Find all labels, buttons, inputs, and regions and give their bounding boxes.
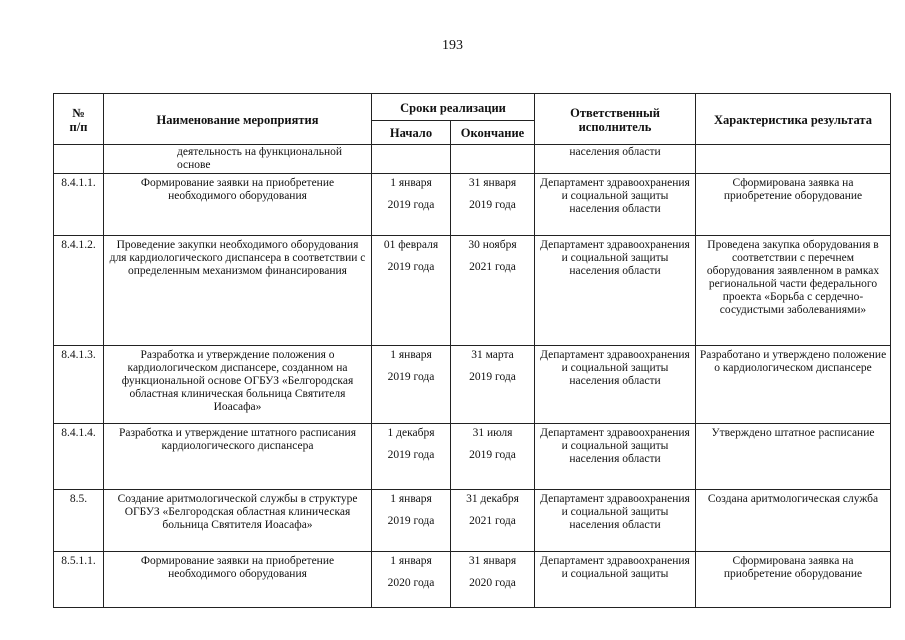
table-row-continuation	[54, 145, 891, 174]
cell-end	[451, 174, 535, 236]
end-year: 2019 года	[469, 371, 516, 383]
cell-end	[451, 424, 535, 490]
end-year: 2021 года	[469, 515, 516, 527]
table-row	[54, 236, 891, 346]
start-year: 2019 года	[387, 515, 435, 527]
table-row	[54, 424, 891, 490]
start-day: 1 января	[390, 493, 432, 505]
table-row	[54, 552, 891, 608]
cell-result: Сформирована заявка на приобретение оборудование	[696, 552, 891, 608]
cell-start	[372, 236, 451, 346]
cell-num: 8.4.1.3.	[54, 346, 104, 424]
start-year: 2019 года	[387, 449, 435, 461]
cell-result: Утверждено штатное расписание	[696, 424, 891, 490]
cell-num: 8.5.1.1.	[54, 552, 104, 608]
start-day: 1 января	[390, 177, 432, 189]
cell-end	[451, 346, 535, 424]
page-number: 193	[442, 38, 463, 53]
table-header-row	[54, 94, 891, 121]
header-num: № п/п	[54, 94, 104, 145]
start-day: 1 января	[390, 555, 432, 567]
start-year: 2019 года	[387, 199, 435, 211]
cell-responsible: Департамент здравоохранения и социальной защиты населения области	[535, 490, 696, 552]
cell-start	[372, 346, 451, 424]
cell-name: Разработка и утверждение положения о кардиологическом диспансере, созданном на функциональной основе ОГБУЗ «Белгородская областная клиническая больница Святителя Иоасафа»	[104, 346, 372, 424]
cell-responsible: населения области	[535, 145, 696, 174]
end-day: 31 января	[468, 555, 517, 567]
cell-end	[451, 490, 535, 552]
cell-result: Разработано и утверждено положение о кардиологическом диспансере	[696, 346, 891, 424]
end-day: 31 июля	[472, 427, 513, 439]
start-year: 2020 года	[387, 577, 435, 589]
cell-start	[372, 424, 451, 490]
cell-responsible: Департамент здравоохранения и социальной защиты населения области	[535, 236, 696, 346]
start-day: 1 января	[390, 349, 432, 361]
cell-responsible: Департамент здравоохранения и социальной защиты	[535, 552, 696, 608]
cell-responsible: Департамент здравоохранения и социальной защиты населения области	[535, 424, 696, 490]
cell-result: Сформирована заявка на приобретение оборудование	[696, 174, 891, 236]
header-result: Характеристика результата	[696, 94, 891, 145]
cell-name: Формирование заявки на приобретение необходимого оборудования	[104, 552, 372, 608]
plan-table	[53, 93, 891, 608]
cell-start	[372, 145, 451, 174]
cell-end	[451, 145, 535, 174]
end-day: 31 января	[468, 177, 517, 189]
header-responsible: Ответственный исполнитель	[535, 94, 696, 145]
cell-name: Формирование заявки на приобретение необходимого оборудования	[104, 174, 372, 236]
table-row	[54, 174, 891, 236]
start-day: 1 декабря	[387, 427, 435, 439]
end-year: 2019 года	[469, 449, 516, 461]
start-day: 01 февраля	[383, 239, 439, 251]
cell-responsible: Департамент здравоохранения и социальной защиты населения области	[535, 346, 696, 424]
cell-end	[451, 552, 535, 608]
cell-start	[372, 174, 451, 236]
cell-name: Разработка и утверждение штатного расписания кардиологического диспансера	[104, 424, 372, 490]
cell-result: Создана аритмологическая служба	[696, 490, 891, 552]
cell-end	[451, 236, 535, 346]
cell-result: Проведена закупка оборудования в соответствии с перечнем оборудования заявленном в рамках региональной части федерального проекта «Борьба с сердечно-сосудистыми заболеваниями»	[696, 236, 891, 346]
header-name: Наименование мероприятия	[104, 94, 372, 145]
cell-num: 8.5.	[54, 490, 104, 552]
cell-start	[372, 552, 451, 608]
cell-num: 8.4.1.1.	[54, 174, 104, 236]
end-day: 30 ноября	[468, 239, 517, 251]
header-period: Сроки реализации	[372, 94, 535, 121]
start-year: 2019 года	[387, 371, 435, 383]
table-row	[54, 490, 891, 552]
cell-num: 8.4.1.2.	[54, 236, 104, 346]
cell-start	[372, 490, 451, 552]
cell-name: Создание аритмологической службы в структуре ОГБУЗ «Белгородская областная клиническая больница Святителя Иоасафа»	[104, 490, 372, 552]
cell-name: деятельность на функциональной основе	[104, 145, 372, 174]
start-year: 2019 года	[387, 261, 435, 273]
header-end: Окончание	[451, 121, 535, 145]
cell-result	[696, 145, 891, 174]
cell-responsible: Департамент здравоохранения и социальной защиты населения области	[535, 174, 696, 236]
cell-name: Проведение закупки необходимого оборудования для кардиологического диспансера в соответствии с определенным механизмом финансирования	[104, 236, 372, 346]
cell-num	[54, 145, 104, 174]
cell-num: 8.4.1.4.	[54, 424, 104, 490]
header-start: Начало	[372, 121, 451, 145]
end-day: 31 декабря	[466, 493, 519, 505]
table-row	[54, 346, 891, 424]
end-day: 31 марта	[471, 349, 514, 361]
end-year: 2021 года	[469, 261, 516, 273]
end-year: 2020 года	[469, 577, 516, 589]
end-year: 2019 года	[469, 199, 516, 211]
